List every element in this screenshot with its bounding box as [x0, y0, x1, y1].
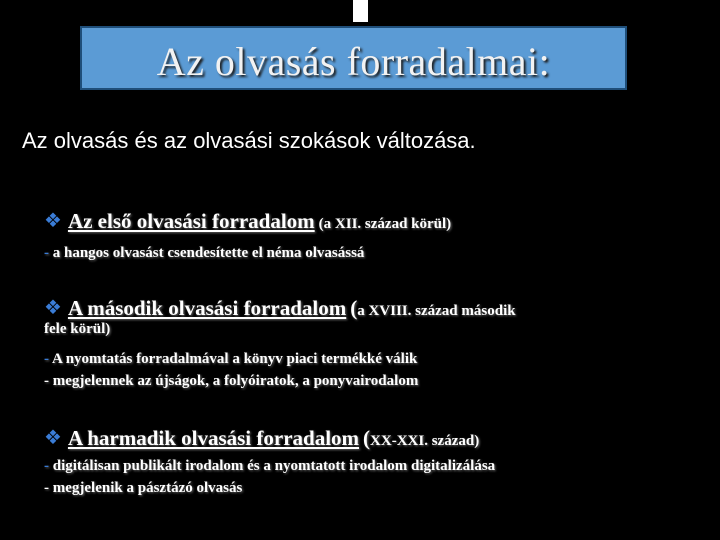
section-third-revolution [44, 425, 704, 499]
title-box [80, 26, 627, 90]
detail-text: a hangos olvasást csendesítette el néma olvasássá [52, 245, 365, 261]
dash-bullet: - [44, 458, 49, 474]
dash-bullet: - [44, 373, 49, 389]
section-period: (a XII. század körül) [318, 216, 452, 232]
section-period-open: ( [350, 296, 358, 320]
dash-bullet: - [44, 351, 49, 367]
dash-bullet: - [44, 245, 49, 261]
slide-title: Az olvasás forradalmai: [156, 39, 551, 84]
section-heading: Az első olvasási forradalom [67, 209, 315, 233]
diamond-bullet-icon: ❖ [44, 208, 62, 232]
detail-line [44, 477, 704, 499]
detail-text: megjelenik a pásztázó olvasás [52, 480, 243, 496]
detail-text: megjelennek az újságok, a folyóiratok, a ponyvairodalom [52, 373, 419, 389]
section-heading: A második olvasási forradalom [67, 296, 347, 320]
dash-bullet: - [44, 480, 49, 496]
top-tab-marker [353, 0, 368, 22]
slide-subtitle: Az olvasás és az olvasási szokások változása. [22, 128, 476, 153]
section-period-continued: fele körül) [44, 321, 111, 337]
detail-line [44, 348, 704, 370]
detail-text: digitálisan publikált irodalom és a nyomtatott irodalom digitalizálása [52, 458, 496, 474]
section-heading: A harmadik olvasási forradalom [67, 426, 360, 450]
section-second-revolution [44, 295, 704, 392]
detail-line [44, 242, 704, 264]
section-period: a XVIII. század második [357, 303, 516, 319]
section-first-revolution [44, 208, 704, 264]
diamond-bullet-icon: ❖ [44, 425, 62, 449]
detail-text: A nyomtatás forradalmával a könyv piaci termékké válik [51, 351, 418, 367]
detail-line [44, 455, 704, 477]
section-period: XX-XXI. század) [370, 433, 480, 449]
section-period-open: ( [363, 426, 371, 450]
diamond-bullet-icon: ❖ [44, 295, 62, 319]
detail-line [44, 370, 704, 392]
